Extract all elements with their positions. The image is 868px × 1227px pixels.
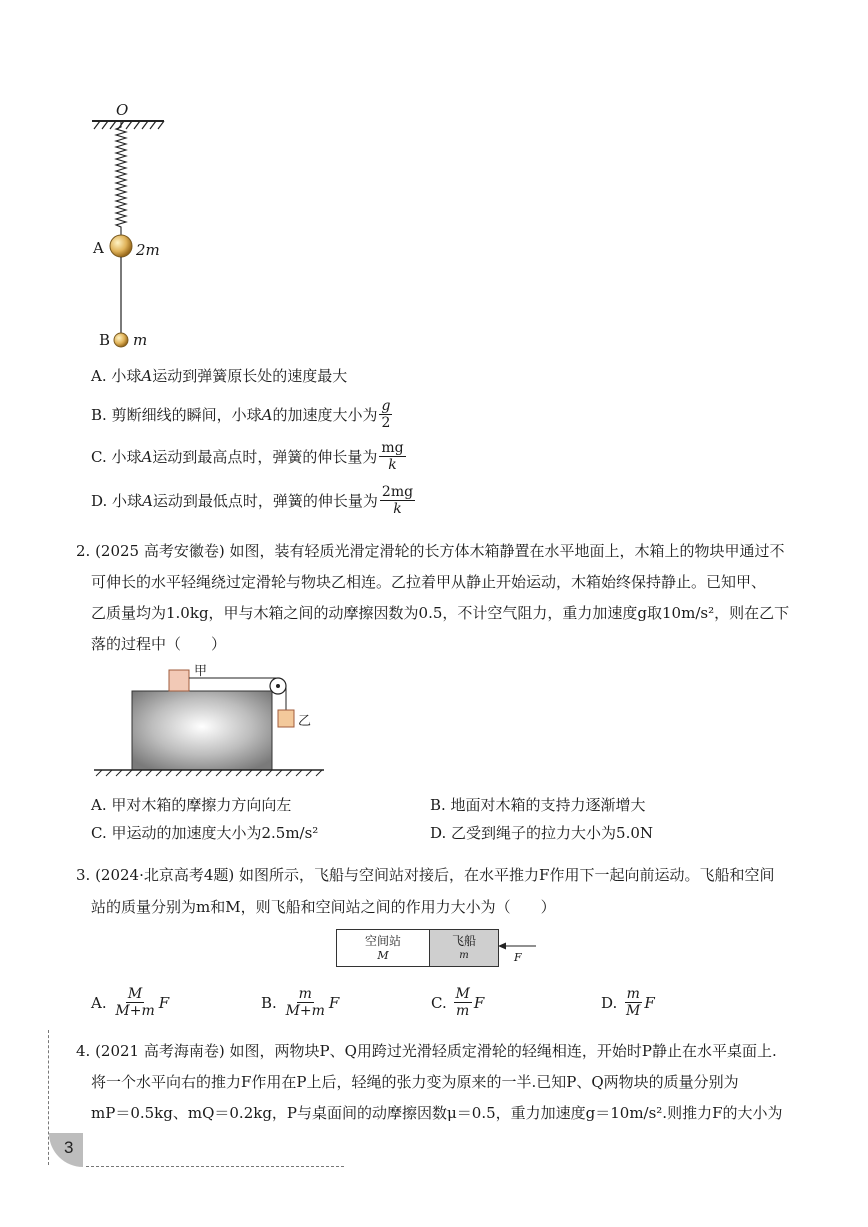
label-b: B [99,331,111,349]
q3-option-a[interactable]: A. $\frac{M}{M+m}$ F [91,986,170,1019]
q2-line-1: 2. (2025 高考安徽卷) 如图，装有轻质光滑定滑轮的长方体木箱静置在水平地面上，木箱上的物块甲通过不 [76,542,785,560]
label-m: m [133,331,148,349]
q2-option-a[interactable]: A. 甲对木箱的摩擦力方向向左 [91,796,292,814]
q1-option-c[interactable]: C. 小球 A 运动到最高点时，弹簧的伸长量为 $\frac{mg}{k}$ [91,440,404,473]
q3-line-1: 3. (2024·北京高考4题) 如图所示，飞船与空间站对接后，在水平推力F作用下一起向前运动。飞船和空间 [76,866,775,884]
force-arrow [498,941,536,951]
label-o: O [116,101,129,119]
ship-mass: m [459,950,469,961]
q4-line-3: mP＝0.5kg、mQ＝0.2kg，P与桌面间的动摩擦因数μ＝0.5，重力加速度g＝10m/s².则推力F的大小为 [91,1104,783,1122]
label-yi: 乙 [298,714,312,729]
space-station-block [336,929,430,967]
force-label: F [514,951,522,964]
page-number: 3 [64,1138,74,1157]
station-ship-figure [336,929,536,969]
label-jia: 甲 [194,664,208,679]
q2-line-3: 乙质量均为1.0kg，甲与木箱之间的动摩擦因数为0.5，不计空气阻力，重力加速度g取10m/s²，则在乙下 [91,604,790,622]
q2-line-2: 可伸长的水平轻绳绕过定滑轮与物块乙相连。乙拉着甲从静止开始运动，木箱始终保持静止。已知甲、 [91,573,767,591]
label-2m: 2m [136,241,160,259]
station-mass: M [377,949,389,962]
q4-line-2: 将一个水平向右的推力F作用在P上后，轻绳的张力变为原来的一半.已知P、Q两物块的质量分别为 [91,1073,739,1091]
q4-dashed-frame-left [48,1030,49,1165]
q1-option-a[interactable]: A. 小球A运动到弹簧原长处的速度最大 [91,367,348,385]
ship-label: 飞船 [451,934,476,948]
label-a: A [93,239,104,257]
box-pulley-figure [92,660,332,780]
footer-dashed-line [86,1166,344,1167]
q2-option-d[interactable]: D. 乙受到绳子的拉力大小为5.0N [430,824,654,842]
q2-option-b[interactable]: B. 地面对木箱的支持力逐渐增大 [430,796,646,814]
station-label: 空间站 [364,934,401,948]
q4-line-1: 4. (2021 高考海南卷) 如图，两物块P、Q用跨过光滑轻质定滑轮的轻绳相连，开始时P静止在水平桌面上. [76,1042,777,1060]
spring-ball-figure [80,95,190,355]
q1-option-b[interactable]: B. 剪断细线的瞬间，小球 A 的加速度大小为 $\frac{g}{2}$ [91,398,391,431]
q2-option-c[interactable]: C. 甲运动的加速度大小为2.5m/s² [91,824,319,842]
q3-option-c[interactable]: C. $\frac{M}{m}$ F [431,986,485,1019]
q3-line-2: 站的质量分别为m和M，则飞船和空间站之间的作用力大小为（ ） [91,898,556,916]
q2-line-4: 落的过程中（ ） [91,635,227,653]
spaceship-block [429,929,499,967]
q3-option-d[interactable]: D. $\frac{m}{M}$ F [601,986,655,1019]
q3-option-b[interactable]: B. $\frac{m}{M+m}$ F [261,986,340,1019]
q1-option-d[interactable]: D. 小球 A 运动到最低点时，弹簧的伸长量为 $\frac{2mg}{k}$ [91,484,414,517]
